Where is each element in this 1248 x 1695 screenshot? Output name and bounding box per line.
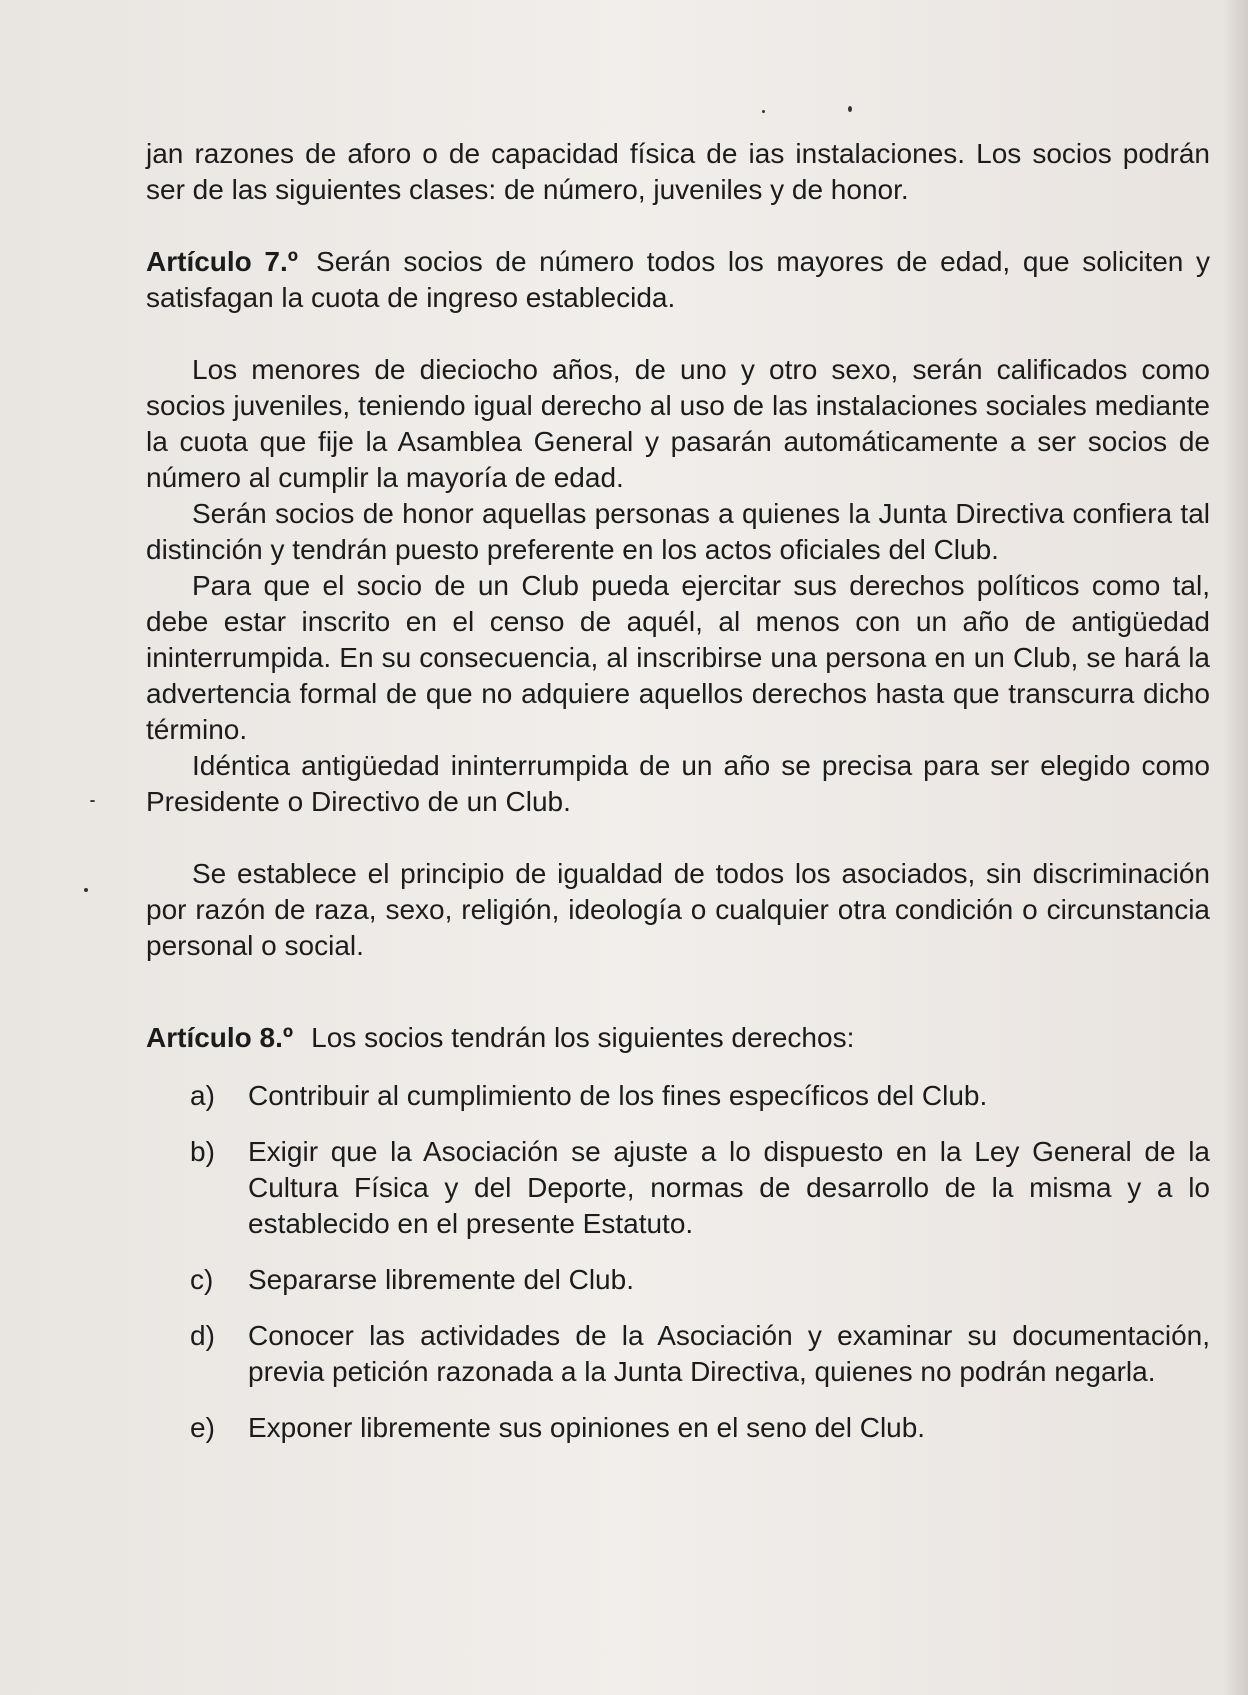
article-7-paragraph-3: Para que el socio de un Club pueda ejercitar sus derechos políticos como tal, debe estar inscrito en el censo de aquél, al menos con un año de antigüedad ininterrumpida. En su consecuencia, al inscribirse una persona en un Club, se hará la advertencia formal de que no adquiere aquellos derechos hasta que transcurra dicho término.	[146, 570, 1210, 745]
list-item-text: Conocer las actividades de la Asociación y examinar su documentación, previa petición razonada a la Junta Directiva, quienes no podrán negarla.	[248, 1320, 1210, 1387]
ink-speck	[84, 888, 88, 892]
list-item	[146, 1134, 1210, 1242]
ink-speck	[848, 106, 852, 112]
list-item	[146, 1262, 1210, 1298]
list-item-letter: b)	[190, 1136, 215, 1167]
article-8-text: Los socios tendrán los siguientes derechos:	[311, 1022, 855, 1053]
article-7-text: Serán socios de número todos los mayores de edad, que soliciten y satisfagan la cuota de ingreso establecida.	[146, 246, 1211, 313]
rights-list	[146, 1078, 1210, 1446]
article-7-paragraph-1: Los menores de dieciocho años, de uno y otro sexo, serán calificados como socios juveniles, teniendo igual derecho al uso de las instalaciones sociales mediante la cuota que fije la Asamblea General y pasarán automáticamente a ser socios de número al cumplir la mayoría de edad.	[146, 354, 1210, 493]
article-7-paragraph-5: Se establece el principio de igualdad de todos los asociados, sin discriminación por razón de raza, sexo, religión, ideología o cualquier otra condición o circunstancia personal o social.	[146, 858, 1210, 961]
list-item-text: Separarse libremente del Club.	[248, 1264, 634, 1295]
article-8-label: Artículo 8.º	[146, 1022, 294, 1053]
ink-speck	[90, 800, 95, 802]
article-7-paragraph-4: Idéntica antigüedad ininterrumpida de un año se precisa para ser elegido como Presidente o Directivo de un Club.	[146, 750, 1210, 817]
intro-paragraph: jan razones de aforo o de capacidad física de ias instalaciones. Los socios podrán ser de las siguientes clases: de número, juveniles y de honor.	[146, 138, 1210, 205]
ink-speck	[762, 110, 765, 113]
article-7-heading-paragraph	[146, 244, 1210, 316]
list-item	[146, 1078, 1210, 1114]
list-item-text: Exponer libremente sus opiniones en el seno del Club.	[248, 1412, 926, 1443]
list-item-letter: a)	[190, 1080, 215, 1111]
list-item-letter: d)	[190, 1320, 215, 1351]
document-body	[146, 136, 1210, 1446]
article-8-heading-paragraph	[146, 1020, 1210, 1056]
page-edge-shadow	[1224, 0, 1248, 1695]
list-item-letter: c)	[190, 1264, 214, 1295]
list-item-text: Exigir que la Asociación se ajuste a lo dispuesto en la Ley General de la Cultura Física y del Deporte, normas de desarrollo de la misma y a lo establecido en el presente Estatuto.	[248, 1136, 1210, 1239]
article-7-paragraph-2: Serán socios de honor aquellas personas a quienes la Junta Directiva confiera tal distinción y tendrán puesto preferente en los actos oficiales del Club.	[146, 498, 1210, 565]
list-item-text: Contribuir al cumplimiento de los fines específicos del Club.	[248, 1080, 988, 1111]
list-item-letter: e)	[190, 1412, 215, 1443]
list-item	[146, 1410, 1210, 1446]
list-item	[146, 1318, 1210, 1390]
article-7-label: Artículo 7.º	[146, 246, 299, 277]
